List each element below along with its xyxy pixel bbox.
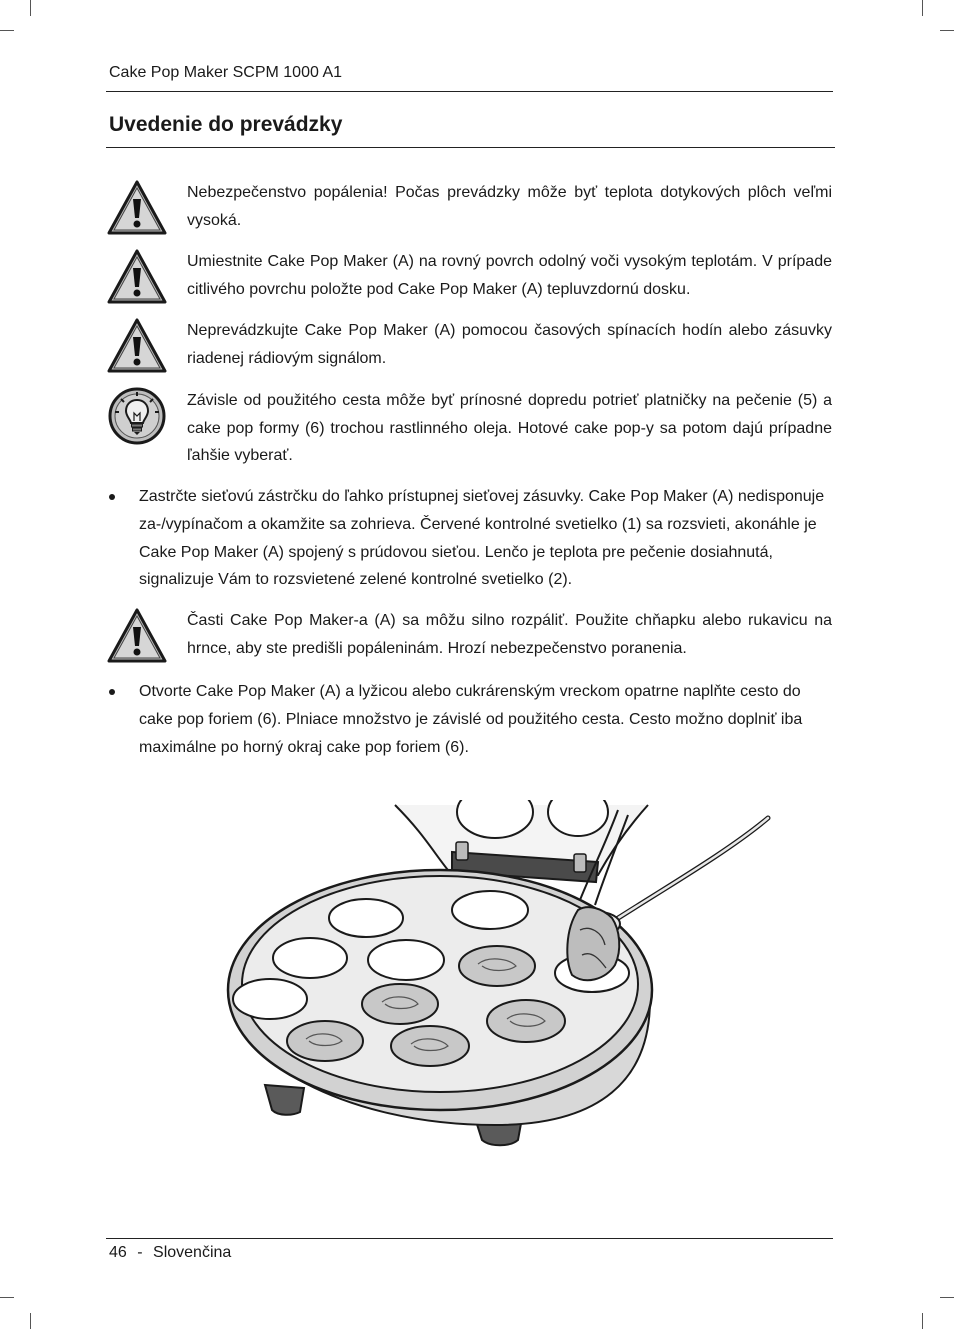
crop-mark bbox=[922, 0, 923, 16]
note-text: Nebezpečenstvo popálenia! Počas prevádzky môže byť teplota dotykových plôch veľmi vysoká. bbox=[187, 184, 832, 229]
lightbulb-icon bbox=[106, 387, 168, 445]
crop-mark bbox=[30, 1313, 31, 1329]
crop-mark bbox=[940, 30, 954, 31]
running-header: Cake Pop Maker SCPM 1000 A1 bbox=[109, 64, 343, 81]
page-footer bbox=[109, 1244, 231, 1262]
crop-mark bbox=[0, 30, 14, 31]
crop-mark bbox=[940, 1297, 954, 1298]
warning-icon bbox=[106, 179, 168, 237]
warning-icon bbox=[106, 607, 168, 665]
bullet-dot bbox=[109, 689, 115, 695]
note-text: Časti Cake Pop Maker-a (A) sa môžu silno rozpáliť. Použite chňapku alebo rukavicu na hrnce, aby ste predišli popáleninám. Hrozí nebezpečenstvo poranenia. bbox=[187, 612, 832, 657]
footer-separator: - bbox=[137, 1244, 143, 1261]
list-item bbox=[107, 678, 834, 761]
warning-icon bbox=[106, 248, 168, 306]
page-number: 46 bbox=[109, 1244, 127, 1261]
list-item-text: Zastrčte sieťovú zástrčku do ľahko prístupnej sieťovej zásuvky. Cake Pop Maker (A) nedisponuje za-/vypínačom a okamžite sa zohrieva. Červené kontrolné svetielko (1) sa rozsvieti, akonáhle je Cake Pop Maker (A) spojený s prúdovou sieťou. Lenčo je teplota pre pečenie dosiahnutá, signalizuje Vám to rozsvietené zelené kontrolné svetielko (2). bbox=[139, 488, 825, 589]
note-text: Umiestnite Cake Pop Maker (A) na rovný povrch odolný voči vysokým teplotám. V prípade citlivého povrchu položte pod Cake Pop Maker (A) tepluvzdornú dosku. bbox=[187, 253, 832, 298]
header-rule bbox=[106, 91, 833, 92]
cake-pop-maker-illustration bbox=[220, 800, 775, 1150]
footer-language: Slovenčina bbox=[153, 1244, 232, 1261]
crop-mark bbox=[0, 1297, 14, 1298]
section-rule bbox=[106, 147, 835, 148]
crop-mark bbox=[922, 1313, 923, 1329]
footer-rule bbox=[106, 1238, 833, 1239]
bullet-dot bbox=[109, 494, 115, 500]
list-item bbox=[107, 483, 834, 594]
warning-icon bbox=[106, 317, 168, 375]
note-text: Neprevádzkujte Cake Pop Maker (A) pomocou časových spínacích hodín alebo zásuvky riadenej rádiovým signálom. bbox=[187, 322, 832, 367]
list-item-text: Otvorte Cake Pop Maker (A) a lyžicou alebo cukrárenským vreckom opatrne naplňte cesto do cake pop foriem (6). Plniace množstvo je závislé od použitého cesta. Cesto možno doplniť iba maximálne po horný okraj cake pop foriem (6). bbox=[139, 683, 803, 756]
note-text: Závisle od použitého cesta môže byť prínosné dopredu potrieť platničky na pečenie (5) a cake pop formy (6) trochou rastlinného oleja. Hotové cake pop-y sa potom dajú prípadne ľahšie vyberať. bbox=[187, 392, 832, 464]
crop-mark bbox=[30, 0, 31, 16]
section-title: Uvedenie do prevádzky bbox=[109, 113, 343, 136]
